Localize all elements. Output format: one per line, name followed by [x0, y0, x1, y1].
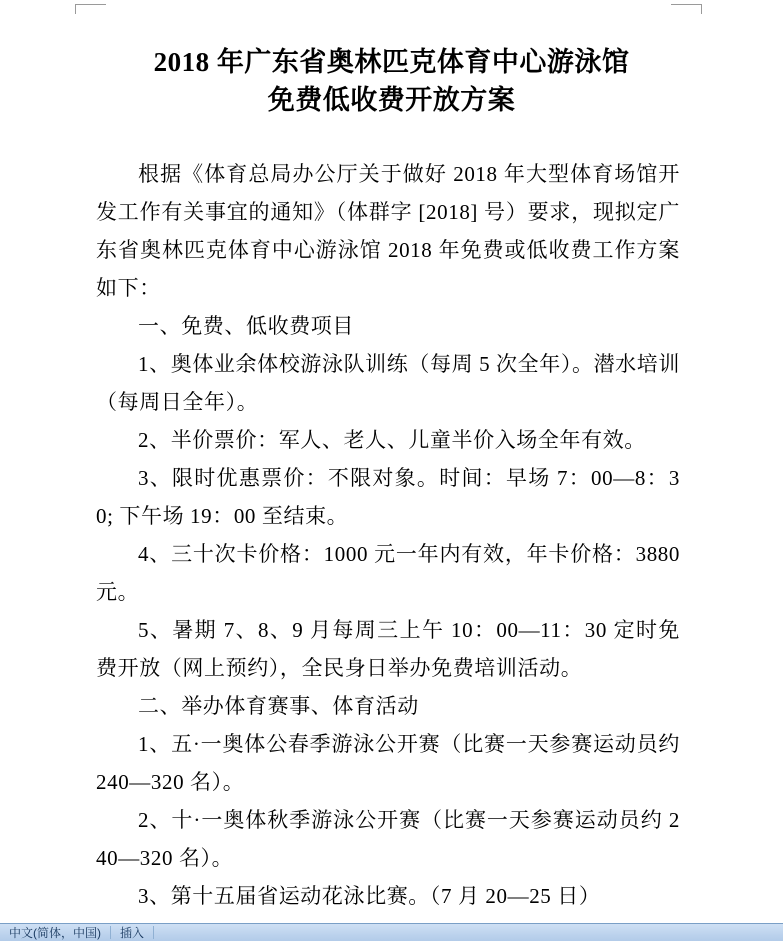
- paragraph-section-2-item-1: 1、五·一奥体公春季游泳公开赛（比赛一天参赛运动员约 240—320 名）。: [96, 732, 680, 794]
- paragraph-section-1-item-5: 5、暑期 7、8、9 月每周三上午 10：00—11：30 定时免费开放（网上预约），全民身日举办免费培训活动。: [96, 618, 680, 680]
- paragraph-section-1-item-1: 1、奥体业余体校游泳队训练（每周 5 次全年）。潜水培训（每周日全年）。: [96, 352, 680, 414]
- document-title: [0, 43, 783, 119]
- document-title-line-1: 2018 年广东省奥林匹克体育中心游泳馆: [153, 47, 630, 77]
- text-boundary-marker-left: [75, 4, 106, 14]
- page-title: [0, 43, 783, 119]
- paragraph-section-2-item-3: 3、第十五届省运动花泳比赛。（7 月 20—25 日）: [138, 884, 601, 908]
- paragraph-intro: 根据《体育总局办公厅关于做好 2018 年大型体育场馆开发工作有关事宜的通知》（体群字 [2018] 号）要求，现拟定广东省奥林匹克体育中心游泳馆 2018 年免费或低收费工作方案如下：: [96, 162, 680, 300]
- status-insert-mode[interactable]: 插入: [120, 925, 145, 940]
- document-body: [96, 155, 680, 915]
- status-divider-2: [153, 926, 154, 939]
- status-language[interactable]: 中文(简体，中国): [9, 925, 101, 940]
- status-bar: [0, 923, 783, 941]
- text-boundary-marker-right: [671, 4, 702, 14]
- heading-section-1: 一、免费、低收费项目: [138, 314, 354, 338]
- paragraph-section-1-item-2: 2、半价票价：军人、老人、儿童半价入场全年有效。: [138, 428, 646, 452]
- paragraph-section-1-item-4: 4、三十次卡价格：1000 元一年内有效，年卡价格：3880 元。: [96, 542, 680, 604]
- paragraph-section-1-item-3: 3、限时优惠票价：不限对象。时间：早场 7：00—8：30; 下午场 19：00 至结束。: [96, 466, 680, 528]
- heading-section-2: 二、举办体育赛事、体育活动: [138, 694, 419, 718]
- paragraph-section-2-item-2: 2、十·一奥体秋季游泳公开赛（比赛一天参赛运动员约 240—320 名）。: [96, 808, 680, 870]
- document-title-line-2: 免费低收费开放方案: [267, 85, 516, 115]
